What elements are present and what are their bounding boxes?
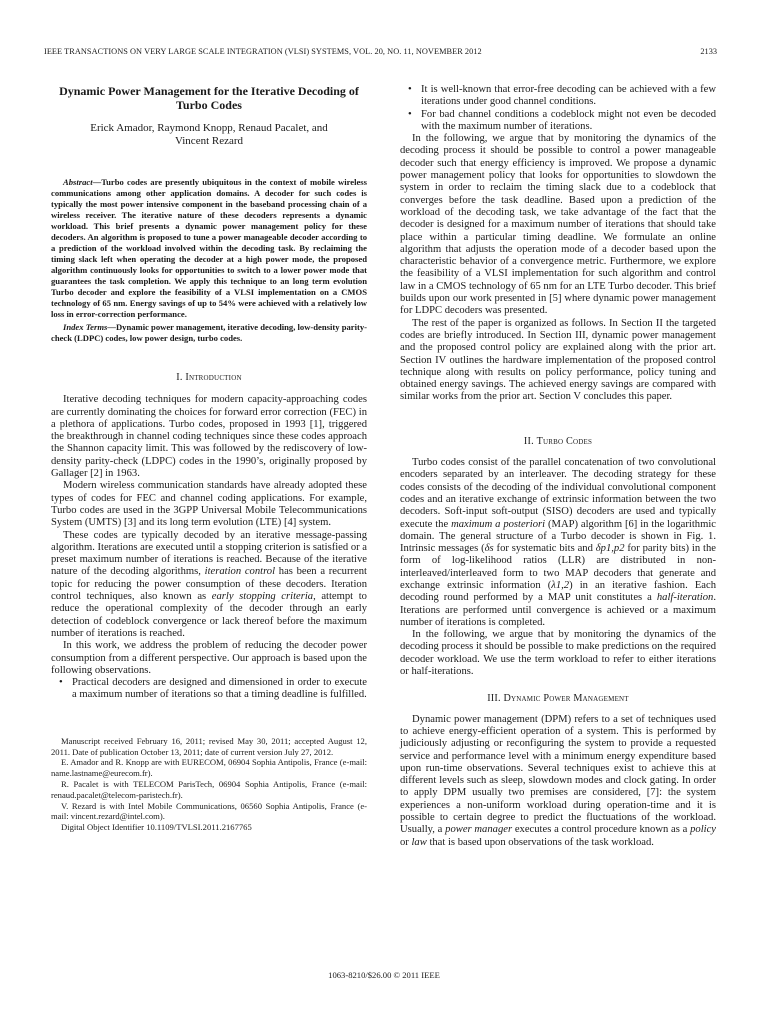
paper-title: Dynamic Power Management for the Iterative Decoding of Turbo Codes: [59, 84, 359, 112]
index-terms-text: Dynamic power management, iterative decoding, low-density parity-check (LDPC) codes, low power design, turbo codes.: [51, 322, 367, 343]
footnote-line: Digital Object Identifier 10.1109/TVLSI.2011.2167765: [61, 822, 252, 833]
index-terms-label: Index Terms—: [63, 322, 116, 332]
abstract-label: Abstract—: [63, 177, 102, 187]
copyright-footer: 1063-8210/$26.00 © 2011 IEEE: [328, 970, 440, 980]
paragraph: Dynamic power management (DPM) refers to a set of techniques used to achieve energy-efficient operation of a system. This is performed by judiciously adjusting or reconfiguring the system to provide a requested service and performance level with a minimum energy expenditure based upon run-time observations. Several techniques exist to achieve this at different levels such as sleep, slowdown modes and clock gating. In order to apply DPM usually two premises are considered, [7]: the system experiences a non-uniform workload during operation-time and it is possible to certain degree to predict the fluctuations of the workload. Usually, a power manager executes a control procedure known as a policy or law that is based upon observations of the task workload.: [400, 713, 717, 848]
paper-authors: Erick Amador, Raymond Knopp, Renaud Pacalet, and Vincent Rezard: [90, 122, 328, 147]
index-terms: [51, 322, 367, 344]
footnote-line: Manuscript received February 16, 2011; revised May 30, 2011; accepted August 12, 2011. Date of publication October 13, 2011; date of current version July 27, 2012.: [51, 735, 367, 757]
section-number: I.: [176, 372, 186, 383]
paragraph: The rest of the paper is organized as follows. In Section II the targeted codes are briefly introduced. In Section III, dynamic power management and the proposed control policy are explained along with the prior art. Section IV outlines the hardware implementation of the proposed control technique along with results on policy performance, policy tuning and obtained energy savings. The achieved energy savings are compared with similar works from the prior art. Section V concludes this paper.: [400, 317, 716, 403]
paragraph: In the following, we argue that by monitoring the dynamics of the decoding process it should be possible to control a power manageable decoder such that energy efficiency is improved. We propose a dynamic power management policy that looks for opportunities to slowdown the system in order to reclaim the timing slack due to a codeblock that converges before the task deadline. Based upon a prediction of the workload of the decoding task, we take advantage of the fact that the decoder is designed for a maximum number of iterations that should take place within a particular timing deadline. We formulate an online algorithm that adjusts the operation mode of a decoder based upon the characteristic behavior of a convergence metric. Furthermore, we explore the feasibility of a VLSI implementation for such algorithm and control law in a CMOS technology of 65 nm for an LTE Turbo decoder. This brief builds upon our work presented in [5] where dynamic power management for LDPC decoders was presented.: [400, 133, 716, 317]
list-item: • It is well-known that error-free decoding can be achieved with a few iterations under good channel conditions.: [400, 84, 716, 109]
section-title: Introduction: [185, 372, 242, 383]
list-item: • Practical decoders are designed and dimensioned in order to execute a maximum number of iterations so that a timing deadline is fulfilled.: [51, 677, 367, 702]
right-column: [400, 84, 716, 849]
paragraph: In this work, we address the problem of reducing the decoder power consumption from a different perspective. Our approach is based upon the following observations.: [51, 640, 367, 676]
paragraph: These codes are typically decoded by an iterative message-passing algorithm. Iterations are executed until a stopping criterion is satisfied or a preset maximum number of iterations is reached. Because of the iterative nature of the decoding algorithms, iteration control has been a recurrent topic for reducing the power consumption of these decoders. Iteration control techniques, also known as early stopping criteria, attempt to reduce the operational complexity of the decoder through an early detection of codeblock convergence or lack thereof before the maximum number of iterations is reached.: [51, 529, 367, 639]
abstract-text: Turbo codes are presently ubiquitous in the context of mobile wireless communications among other application domains. A decoder for such codes is typically the most power intensive component in the baseband processing chain of a wireless receiver. The iterative nature of these decoders represents a dynamic workload. This brief presents a dynamic power management policy for these decoders. An algorithm is proposed to tune a power manageable decoder according to a prediction of the workload involved within the decoding task. By reclaiming the timing slack left when operating the decoder at a high power mode, the proposed algorithm continuously looks for opportunities to switch to a lower power mode that guarantees the task completion. We apply this technique to an long term evolution Turbo decoder and explore the feasibility of a VLSI implementation on a CMOS technology of 65 nm. Energy savings of up to 54% were achieved with a relatively low loss in error-correction performance.: [51, 177, 367, 319]
section-heading-dpm: [400, 693, 716, 705]
paragraph: In the following, we argue that by monitoring the dynamics of the decoding process it should be possible to make predictions on the required decoder workload. We use the term workload to refer to either iterations or half-iterations.: [400, 629, 716, 678]
paragraph: Modern wireless communication standards have already adopted these types of codes for FEC and channel coding applications. For example, Turbo codes are used in the 3GPP Universal Mobile Telecommunications System (UMTS) [3] and its long term evolution (LTE) [4] system.: [51, 480, 367, 529]
section-number: II.: [523, 435, 537, 447]
footnote-line: E. Amador and R. Knopp are with EURECOM, 06904 Sophia Antipolis, France (e-mail: name.lastname@eurecom.fr).: [51, 757, 367, 779]
observations-list: [51, 677, 367, 702]
section-heading-introduction: [51, 372, 367, 384]
running-header: IEEE TRANSACTIONS ON VERY LARGE SCALE INTEGRATION (VLSI) SYSTEMS, VOL. 20, NO. 11, NOVEMBER 2012: [44, 47, 482, 56]
section-title: Dynamic Power Management: [503, 693, 629, 705]
footnote: [51, 736, 367, 833]
paragraph: Turbo codes consist of the parallel concatenation of two convolutional encoders separated by an interleaver. The decoding strategy for these codes consists of the decoding of the individual convolutional component codes and an iterative exchange of extrinsic information between the two decoders. Soft-input soft-output (SISO) decoders are used and typically execute the maximum a posteriori (MAP) algorithm [6] in the logarithmic domain. The general structure of a Turbo decoder is shown in Fig. 1. Intrinsic messages (δs for systematic bits and δp1,p2 for parity bits) in the form of log-likelihood ratios (LLR) are distributed in non-interleaved/interleaved form to two MAP decoders that generate and exchange extrinsic information (λ1,2) in an iterative fashion. Each decoding round performed by a MAP unit constitutes a half-iteration. Iterations are performed until convergence is achieved or a maximum number of iterations is completed.: [400, 457, 716, 628]
section-title: Turbo Codes: [536, 435, 593, 447]
section-number: III.: [487, 693, 504, 705]
section-heading-turbo-codes: [400, 436, 716, 448]
list-item: • For bad channel conditions a codeblock might not even be decoded with the maximum number of iterations.: [400, 109, 716, 134]
footnote-line: V. Rezard is with Intel Mobile Communications, 06560 Sophia Antipolis, France (e-mail: vincent.rezard@intel.com).: [51, 800, 367, 822]
left-column: [51, 84, 367, 833]
footnote-line: R. Pacalet is with TELECOM ParisTech, 06904 Sophia Antipolis, France (e-mail: renaud.pacalet@telecom-paristech.fr).: [51, 778, 367, 800]
paragraph: Iterative decoding techniques for modern capacity-approaching codes are currently dominating the choices for forward error correction (FEC) in a plethora of applications. Turbo codes, proposed in 1993 [1], triggered the breakthrough in channel coding techniques since these codes approach the Shannon capacity limit. This was followed by the rediscovery of low-density parity-check (LDPC) codes in the 1990’s, originally proposed by Gallager [2] in 1963.: [51, 394, 367, 480]
page-number: 2133: [700, 47, 717, 56]
observations-list-continued: [400, 84, 716, 133]
abstract: [51, 177, 367, 320]
